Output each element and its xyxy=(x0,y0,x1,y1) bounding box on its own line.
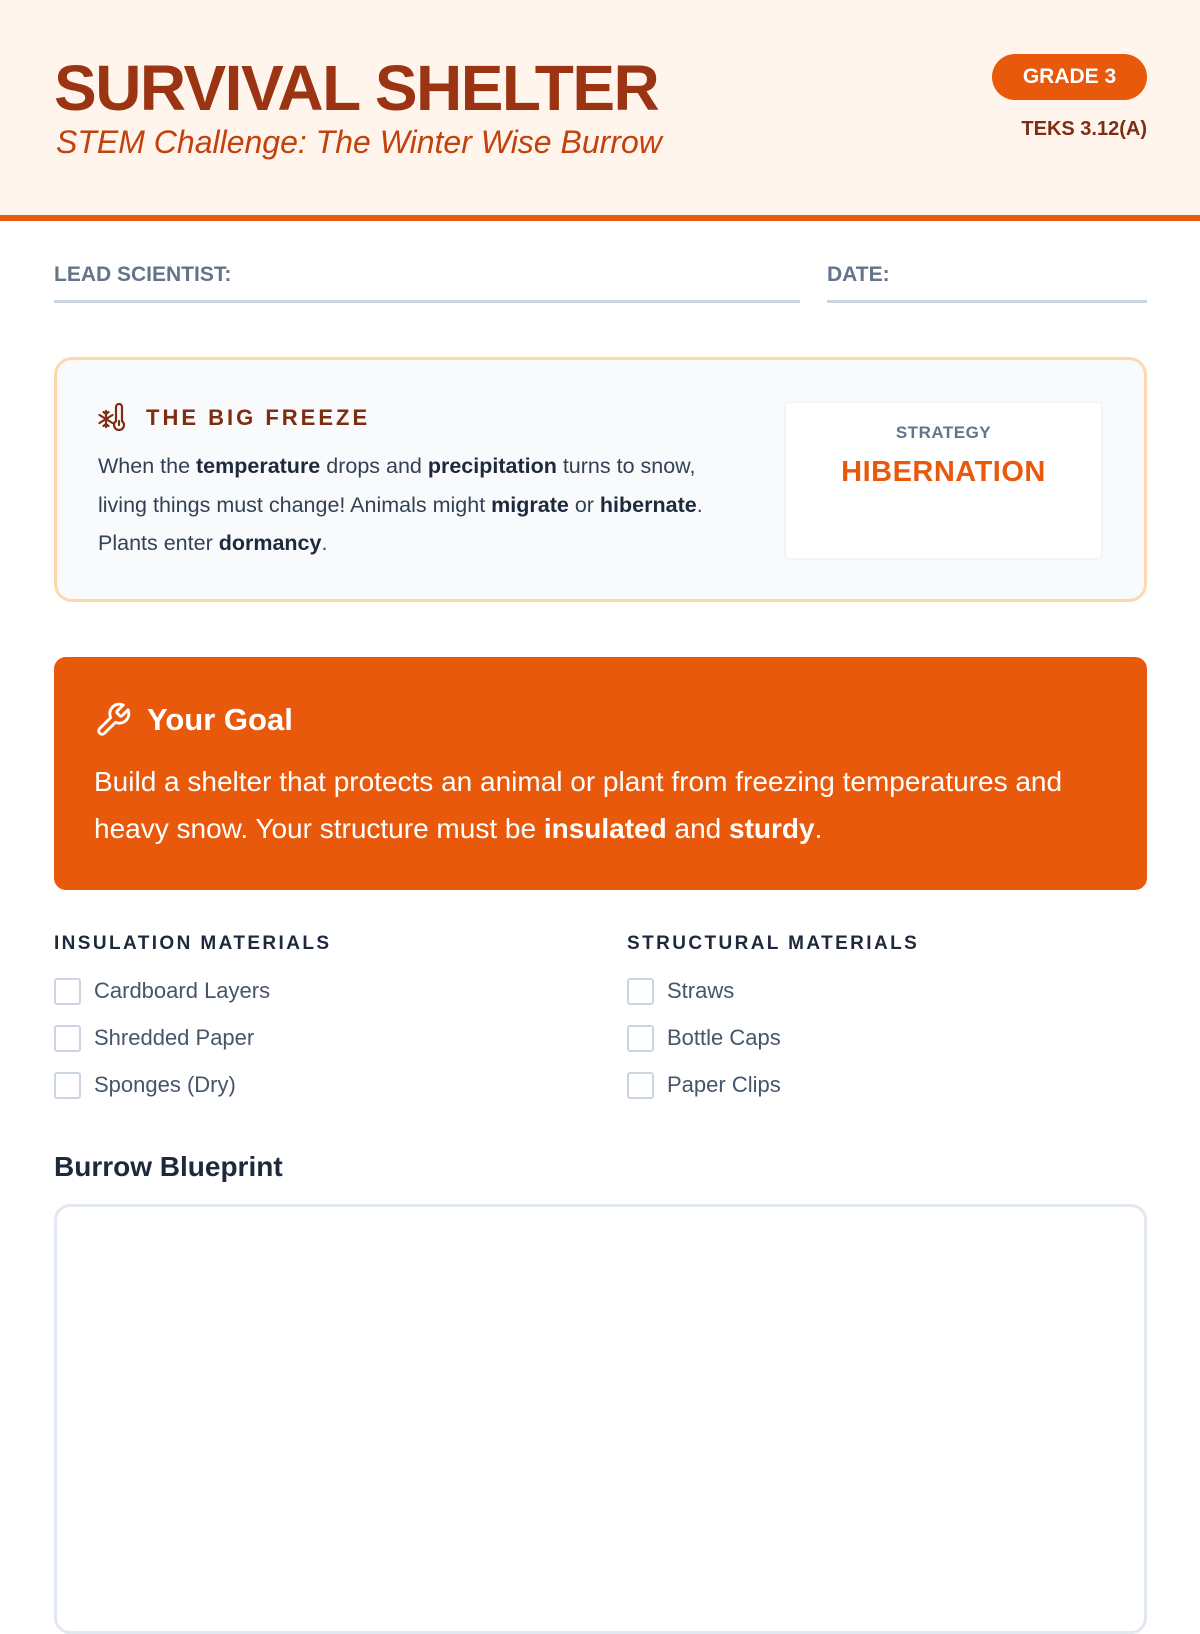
checkbox[interactable] xyxy=(54,1072,81,1099)
strategy-value: HIBERNATION xyxy=(841,456,1046,488)
worksheet-header xyxy=(0,0,1200,221)
checkbox[interactable] xyxy=(627,978,654,1005)
goal-heading: Your Goal xyxy=(147,702,293,737)
worksheet-title: SURVIVAL SHELTER xyxy=(54,52,659,124)
material-label: Cardboard Layers xyxy=(94,978,271,1003)
blueprint-drawing-area[interactable] xyxy=(54,1204,1147,1634)
lead-scientist-field[interactable] xyxy=(54,260,800,303)
worksheet-subtitle: STEM Challenge: The Winter Wise Burrow xyxy=(56,124,662,160)
checkbox[interactable] xyxy=(54,1025,81,1052)
material-label: Sponges (Dry) xyxy=(94,1072,236,1097)
material-label: Shredded Paper xyxy=(94,1025,255,1050)
date-field[interactable] xyxy=(827,260,1147,303)
strategy-box xyxy=(784,401,1103,560)
material-label: Straws xyxy=(667,978,735,1003)
insulation-materials xyxy=(54,932,574,1097)
big-freeze-text: When the temperature drops and precipitation turns to snow, living things must change! Animals might migrate or hibernate. Plants enter dormancy. xyxy=(98,454,703,555)
strategy-label: STRATEGY xyxy=(895,423,992,442)
goal-card xyxy=(54,657,1147,890)
material-label: Paper Clips xyxy=(667,1072,781,1097)
lead-scientist-label: LEAD SCIENTIST: xyxy=(54,263,232,286)
checkbox[interactable] xyxy=(627,1025,654,1052)
snow-thermometer-icon xyxy=(97,402,129,434)
big-freeze-card xyxy=(54,357,1147,602)
wrench-icon xyxy=(94,701,132,739)
checkbox[interactable] xyxy=(54,978,81,1005)
structural-heading: STRUCTURAL MATERIALS xyxy=(627,933,920,954)
standard-code: TEKS 3.12(A) xyxy=(1021,118,1147,140)
insulation-heading: INSULATION MATERIALS xyxy=(54,933,332,954)
material-label: Bottle Caps xyxy=(667,1025,781,1050)
big-freeze-heading: THE BIG FREEZE xyxy=(146,405,371,430)
blueprint-heading: Burrow Blueprint xyxy=(54,1151,283,1182)
checkbox[interactable] xyxy=(627,1072,654,1099)
grade-badge: GRADE 3 xyxy=(992,54,1147,100)
date-label: DATE: xyxy=(827,263,890,286)
goal-text: Build a shelter that protects an animal or plant from freezing temperatures and heavy snow. Your structure must be insulated and sturdy. xyxy=(94,766,1063,844)
structural-materials xyxy=(627,932,1147,1097)
